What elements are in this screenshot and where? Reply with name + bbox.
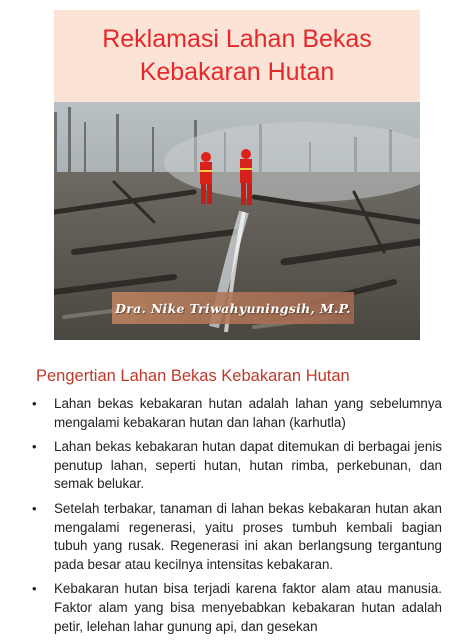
list-item-text: Lahan bekas kebakaran hutan adalah lahan yang sebelumnya mengalami kebakaran hutan dan lahan (karhutla) (54, 396, 442, 430)
list-item-text: Kebakaran hutan bisa terjadi karena faktor alam atau manusia. Faktor alam yang bisa menyebabkan kebakaran hutan adalah petir, lelehan lahar gunung api, dan gesekan (54, 581, 442, 634)
bullet-list (22, 395, 442, 642)
bullet-dot: • (32, 439, 37, 455)
list-item (22, 500, 442, 574)
list-item (22, 580, 442, 636)
author-banner (112, 292, 354, 324)
title-line-1: Reklamasi Lahan Bekas (102, 25, 372, 53)
section-heading: Pengertian Lahan Bekas Kebakaran Hutan (36, 367, 350, 385)
bullet-dot: • (32, 581, 37, 597)
list-item (22, 395, 442, 432)
bullet-dot: • (32, 500, 37, 516)
list-item-text: Setelah terbakar, tanaman di lahan bekas kebakaran hutan akan mengalami regenerasi, yaitu proses tumbuh kembali bagian tubuh yang rusak. Regenerasi ini akan berlangsung tergantung pada besar atau kecilnya intensitas kebakaran. (54, 500, 442, 572)
title-line-2: Kebakaran Hutan (139, 58, 335, 86)
title-box (54, 10, 420, 102)
bullet-dot: • (32, 396, 37, 411)
list-item (22, 438, 442, 494)
author-name: Dra. Nike Triwahyuningsih, M.P. (115, 300, 351, 316)
list-item-text: Lahan bekas kebakaran hutan dapat ditemukan di berbagai jenis penutup lahan, seperti hutan, hutan rimba, perkebunan, dan semak belukar. (54, 439, 442, 492)
